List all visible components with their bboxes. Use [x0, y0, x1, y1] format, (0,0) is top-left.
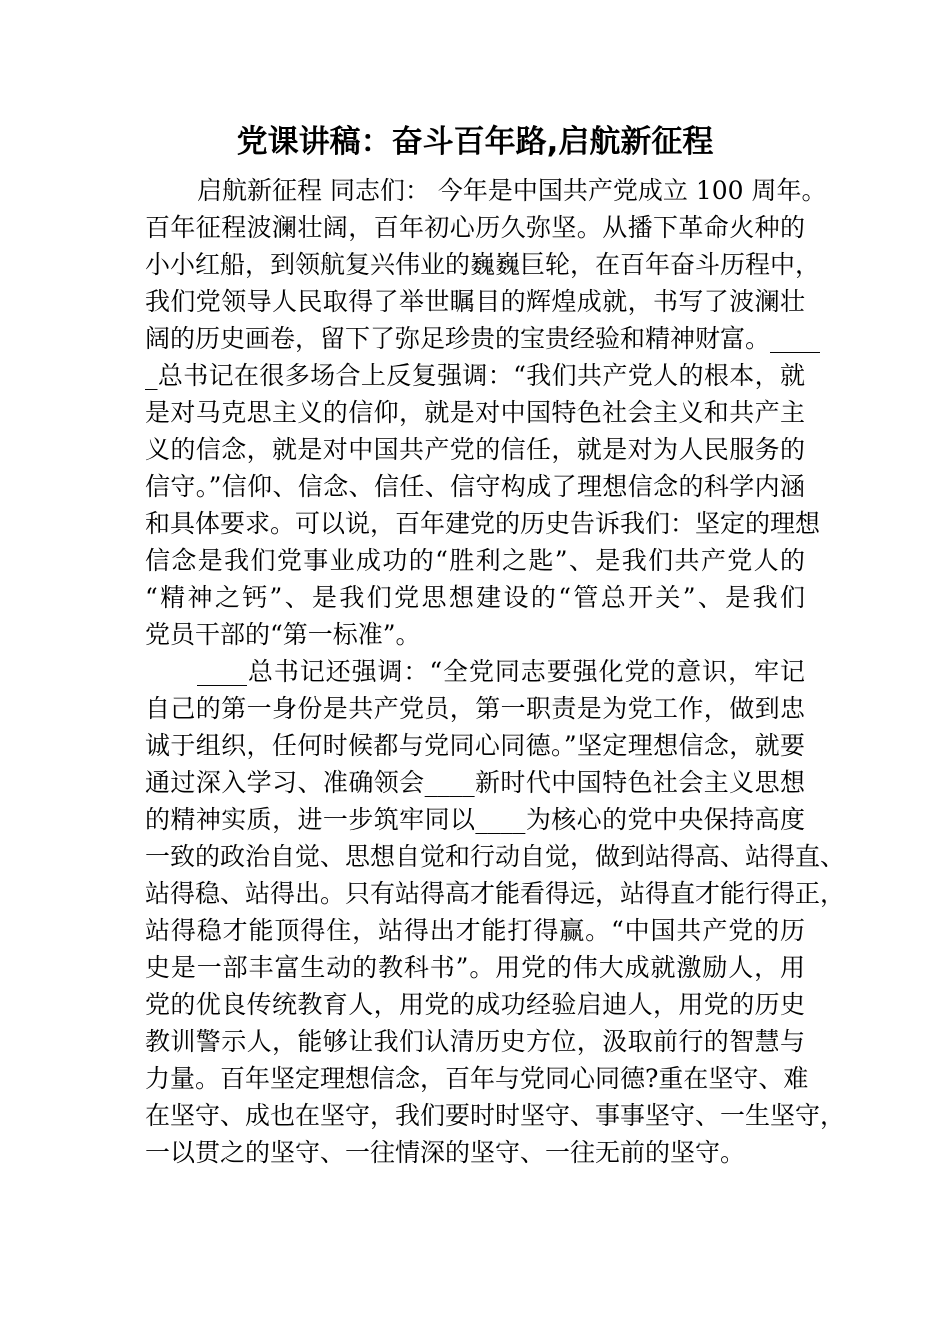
text-line: 是对马克思主义的信仰，就是对中国特色社会主义和共产主	[145, 398, 805, 427]
text-line: 党的优良传统教育人，用党的成功经验启迪人，用党的历史	[145, 990, 805, 1019]
text-line: 在坚守、成也在坚守，我们要时时坚守、事事坚守、一生坚守，	[145, 1101, 846, 1130]
text-line: ____总书记还强调：“全党同志要强化党的意识，牢记	[197, 657, 805, 686]
text-line: 小小红船，到领航复兴伟业的巍巍巨轮，在百年奋斗历程中，	[145, 250, 821, 279]
text-line: 一致的政治自觉、思想自觉和行动自觉，做到站得高、站得直、	[145, 842, 846, 871]
text-line: 的精神实质，进一步筑牢同以____为核心的党中央保持高度	[145, 805, 805, 834]
text-line: 我们党领导人民取得了举世瞩目的辉煌成就，书写了波澜壮	[145, 287, 805, 316]
text-line: 百年征程波澜壮阔，百年初心历久弥坚。从播下革命火种的	[145, 213, 805, 242]
text-line: 站得稳、站得出。只有站得高才能看得远，站得直才能行得正，	[145, 879, 846, 908]
text-line: 力量。百年坚定理想信念，百年与党同心同德?重在坚守、难	[145, 1064, 809, 1093]
paragraph-2	[145, 653, 846, 1171]
text-line: 史是一部丰富生动的教科书”。用党的伟大成就激励人，用	[145, 953, 805, 982]
text-line: 通过深入学习、准确领会____新时代中国特色社会主义思想	[145, 768, 805, 797]
text-line: 自己的第一身份是共产党员，第一职责是为党工作，做到忠	[145, 694, 805, 723]
text-line: 信念是我们党事业成功的“胜利之匙”、是我们共产党人的	[145, 546, 805, 575]
text-line: 站得稳才能顶得住，站得出才能打得赢。“中国共产党的历	[145, 916, 805, 945]
text-line: 信守。”信仰、信念、信任、信守构成了理想信念的科学内涵	[145, 472, 805, 501]
text-line: “精神之钙”、是我们党思想建设的“管总开关”、是我们	[145, 583, 805, 612]
paragraph-1	[145, 172, 827, 653]
text-line: 义的信念，就是对中国共产党的信任，就是对为人民服务的	[145, 435, 805, 464]
text-line: _总书记在很多场合上反复强调：“我们共产党人的根本，就	[145, 361, 805, 390]
text-line: 一以贯之的坚守、一往情深的坚守、一往无前的坚守。	[145, 1138, 746, 1167]
text-line: 党员干部的“第一标准”。	[145, 620, 421, 649]
text-line: 阔的历史画卷，留下了弥足珍贵的宝贵经验和精神财富。____	[145, 324, 821, 353]
text-line: 和具体要求。可以说，百年建党的历史告诉我们：坚定的理想	[145, 509, 821, 538]
document-body	[145, 172, 846, 1171]
text-line: 诚于组织，任何时候都与党同心同德。”坚定理想信念，就要	[145, 731, 805, 760]
document-title: 党课讲稿：奋斗百年路,启航新征程	[236, 124, 714, 160]
text-line: 启航新征程 同志们： 今年是中国共产党成立 100 周年。	[197, 176, 827, 205]
text-line: 教训警示人，能够让我们认清历史方位，汲取前行的智慧与	[145, 1027, 805, 1056]
